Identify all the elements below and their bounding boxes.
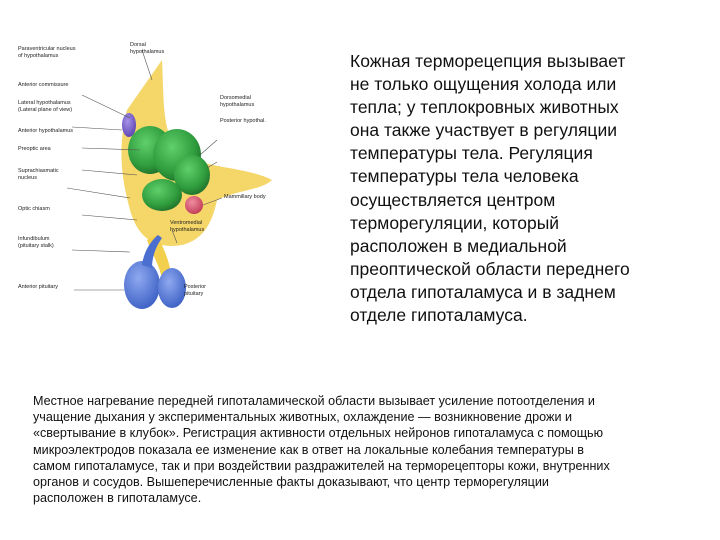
- bottom-line: Местное нагревание передней гипоталамической области вызывает усиление потоотделения и: [33, 394, 595, 408]
- label-mammillary: Mammillary body: [224, 194, 266, 200]
- main-line: расположен в медиальной: [350, 235, 567, 256]
- label-lateral-hypothalamus: Lateral hypothalamus (Lateral plane of view): [18, 100, 73, 113]
- bottom-line: органов и сосудов. Вышеперечисленные факты доказывают, что центр терморегуляции: [33, 475, 549, 490]
- label-anterior-pituitary: Anterior pituitary: [18, 284, 59, 290]
- label-anterior-hypothalamus: Anterior hypothalamus: [18, 128, 74, 134]
- main-line: не только ощущения холода или: [350, 74, 617, 95]
- bottom-paragraph: [33, 393, 693, 506]
- main-line: она также участвует в регуляции: [350, 120, 617, 141]
- label-paraventricular: Paraventricular nucleus of hypothalamus: [18, 46, 76, 59]
- label-infundibulum: Infundibulum (pituitary stalk): [18, 236, 54, 249]
- label-posterior-hypothalamus: Posterior hypothal.: [220, 118, 266, 124]
- anterior-pituitary: [124, 261, 160, 309]
- label-preoptic: Preoptic area: [18, 146, 51, 152]
- bottom-line: микроэлектродов показала ее изменение как в ответ на локальные колебания температуры в: [33, 442, 584, 457]
- label-anterior-commissure: Anterior commissure: [18, 82, 69, 88]
- main-line: отдела гипоталамуса и в заднем: [350, 281, 616, 302]
- green-nucleus-4: [142, 179, 182, 211]
- label-ventromedial: Ventromedial hypothalamus: [170, 220, 205, 233]
- bottom-line: учащение дыхания у экспериментальных животных, охлаждение — возникновение дрожи и: [33, 410, 573, 425]
- label-dorsomedial: Dorsomedial hypothalamus: [220, 95, 255, 108]
- label-posterior-pituitary: Posterior pituitary: [184, 284, 207, 297]
- bottom-line: расположен в гипоталамусе.: [33, 491, 202, 506]
- label-optic-chiasm: Optic chiasm: [18, 206, 50, 212]
- label-suprachiasmatic: Suprachiasmatic nucleus: [18, 168, 59, 181]
- main-line: тепла; у теплокровных животных: [350, 97, 619, 118]
- hypothalamus-diagram: [12, 40, 302, 340]
- purple-nucleus: [122, 113, 136, 137]
- posterior-pituitary: [158, 268, 186, 308]
- main-line: терморегуляции, который: [350, 212, 560, 233]
- label-dorsal-hypothalamus: Dorsal hypothalamus: [130, 42, 165, 55]
- main-line: отделе гипоталамуса.: [350, 305, 528, 326]
- main-line: температуры тела. Регуляция: [350, 143, 593, 164]
- main-line: температуры тела человека: [350, 166, 579, 187]
- main-line: Кожная терморецепция вызывает: [350, 51, 626, 71]
- mammillary-body: [185, 196, 203, 214]
- main-line: преоптической области переднего: [350, 258, 630, 279]
- bottom-line: самом гипоталамусе, так и при воздействии раздражителей на терморецепторы кожи, внутренних: [33, 458, 610, 473]
- main-line: осуществляется центром: [350, 189, 556, 210]
- main-paragraph: [350, 50, 690, 327]
- bottom-line: «свертывание в клубок». Регистрация активности отдельных нейронов гипоталамуса с помощью: [33, 426, 604, 441]
